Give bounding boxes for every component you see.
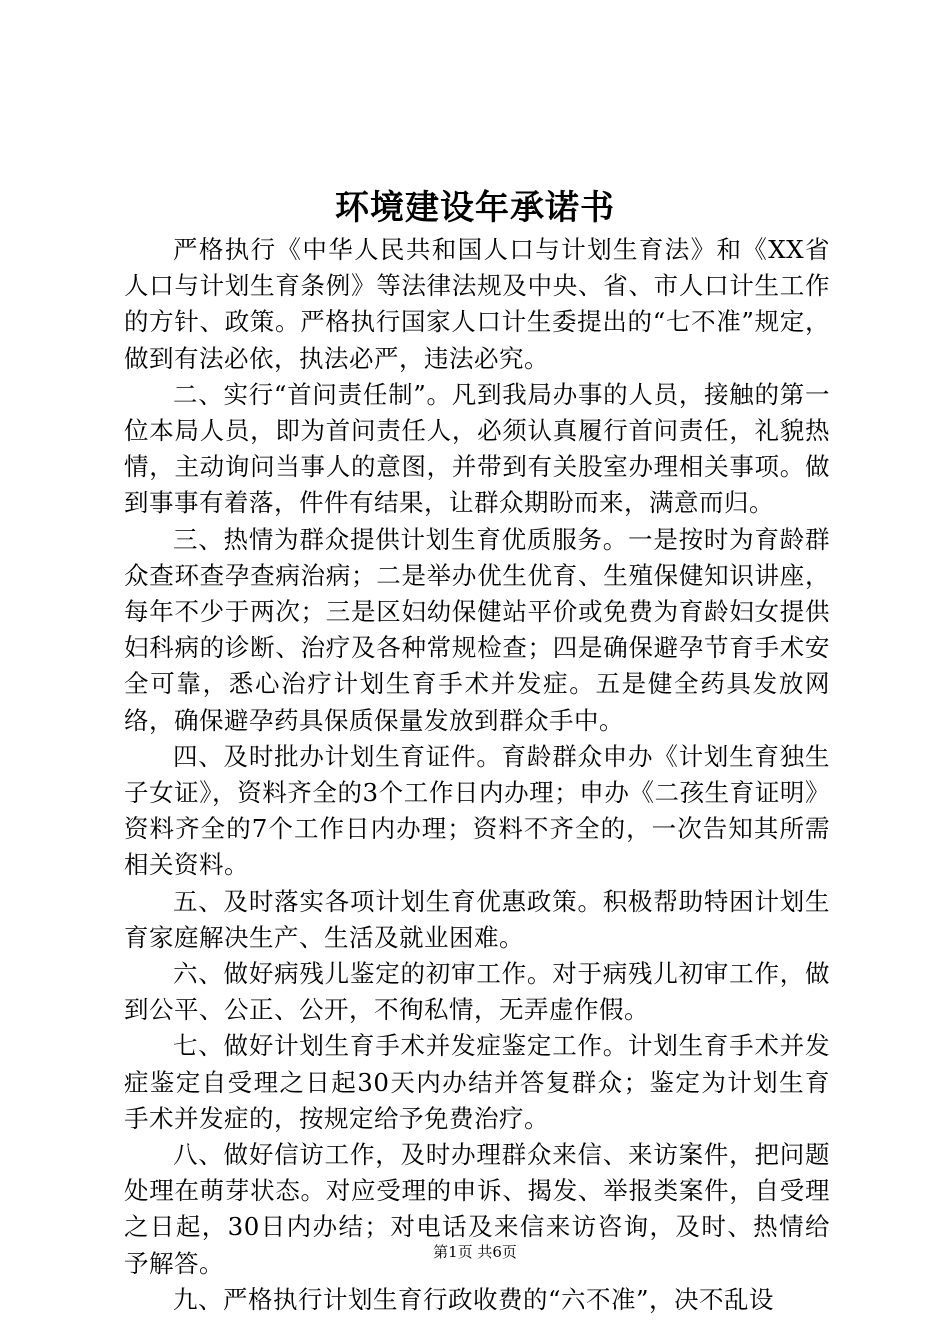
paragraph: 八、做好信访工作，及时办理群众来信、来访案件，把问题处理在萌芽状态。对应受理的申诉、揭发、举报类案件，自受理之日起，30日内办结；对电话及来信来访咨询，及时、热情给予解答。 (124, 1140, 830, 1278)
page-number-footer: 第1页 共6页 (433, 1243, 517, 1261)
paragraph: 三、热情为群众提供计划生育优质服务。一是按时为育龄群众查环查孕查病治病；二是举办优生优育、生殖保健知识讲座，每年不少于两次；三是区妇幼保健站平价或免费为育龄妇女提供妇科病的诊断、治疗及各种常规检查；四是确保避孕节育手术安全可靠，悉心治疗计划生育手术并发症。五是健全药具发放网络，确保避孕药具保质保量发放到群众手中。 (124, 524, 830, 735)
paragraph: 九、严格执行计划生育行政收费的“六不准”，决不乱设 (173, 1284, 775, 1314)
paragraph: 四、及时批办计划生育证件。育龄群众申办《计划生育独生子女证》，资料齐全的3个工作日内办理；申办《二孩生育证明》资料齐全的7个工作日内办理；资料不齐全的，一次告知其所需相关资料。 (124, 741, 830, 880)
document-body (124, 232, 830, 1318)
paragraph: 七、做好计划生育手术并发症鉴定工作。计划生育手术并发症鉴定自受理之日起30天内办结并答复群众；鉴定为计划生育手术并发症的，按规定给予免费治疗。 (124, 1031, 830, 1133)
paragraph: 二、实行“首问责任制”。凡到我局办事的人员，接触的第一位本局人员，即为首问责任人，必须认真履行首问责任，礼貌热情，主动询问当事人的意图，并带到有关股室办理相关事项。做到事事有着落，件件有结果，让群众期盼而来，满意而归。 (124, 379, 830, 518)
paragraph: 六、做好病残儿鉴定的初审工作。对于病残儿初审工作，做到公平、公正、公开，不徇私情，无弄虚作假。 (124, 959, 830, 1025)
paragraph: 严格执行《中华人民共和国人口与计划生育法》和《XX省人口与计划生育条例》等法律法规及中央、省、市人口计生工作的方针、政策。严格执行国家人口计生委提出的“七不准”规定，做到有法必依，执法必严，违法必究。 (124, 235, 830, 373)
document-title: 环境建设年承诺书 (335, 188, 615, 228)
paragraph: 五、及时落实各项计划生育优惠政策。积极帮助特困计划生育家庭解决生产、生活及就业困难。 (124, 886, 830, 952)
